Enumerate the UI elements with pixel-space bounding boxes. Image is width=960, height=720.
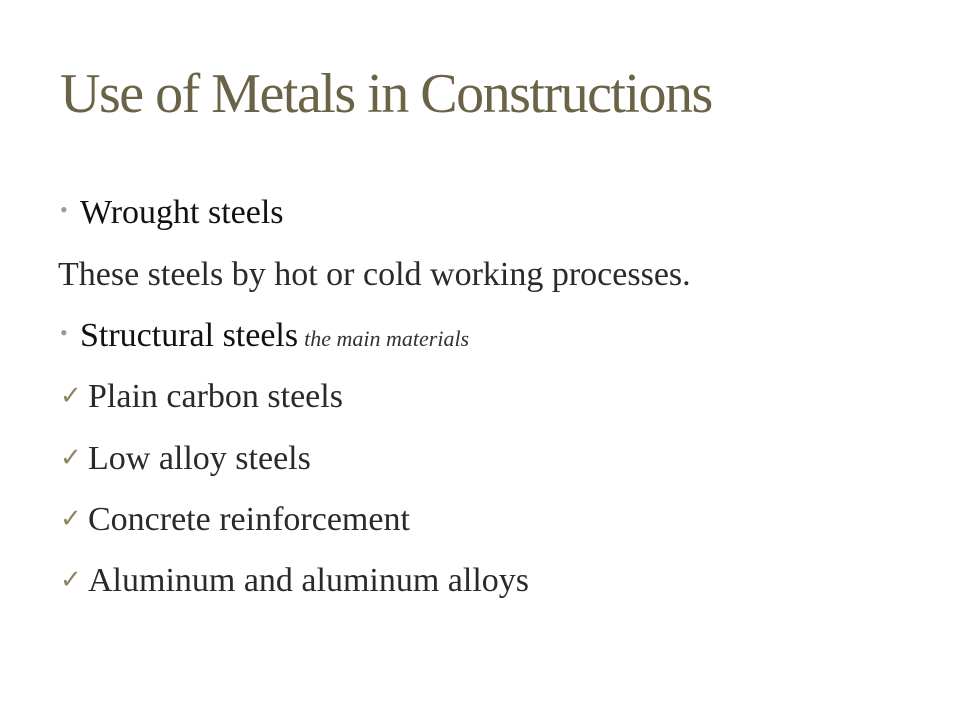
checkmark-icon: ✓: [60, 443, 82, 473]
checkmark-icon: ✓: [60, 504, 82, 534]
list-item-wrought-steels: [58, 190, 284, 236]
list-item-aside: the main materials: [304, 326, 470, 351]
check-item-concrete-reinforcement: [58, 497, 410, 543]
bullet-dot-icon: •: [60, 197, 68, 222]
list-item-description: [58, 252, 691, 298]
check-item-low-alloy-steels: [58, 436, 311, 482]
checkmark-icon: ✓: [60, 565, 82, 595]
check-item-label: Low alloy steels: [88, 440, 311, 477]
check-item-aluminum-alloys: [58, 558, 529, 604]
check-item-label: Concrete reinforcement: [88, 501, 410, 538]
check-item-label: Aluminum and aluminum alloys: [88, 562, 530, 599]
description-text: These steels by hot or cold working processes.: [58, 256, 691, 293]
list-item-structural-steels: [58, 313, 469, 359]
check-item-plain-carbon-steels: [58, 374, 343, 420]
checkmark-icon: ✓: [60, 381, 82, 411]
list-item-label: Wrought steels: [80, 194, 284, 231]
check-item-label: Plain carbon steels: [88, 378, 343, 415]
list-item-label: Structural steels: [80, 317, 299, 354]
slide-title: Use of Metals in Constructions: [60, 63, 712, 125]
bullet-dot-icon: •: [60, 320, 68, 345]
